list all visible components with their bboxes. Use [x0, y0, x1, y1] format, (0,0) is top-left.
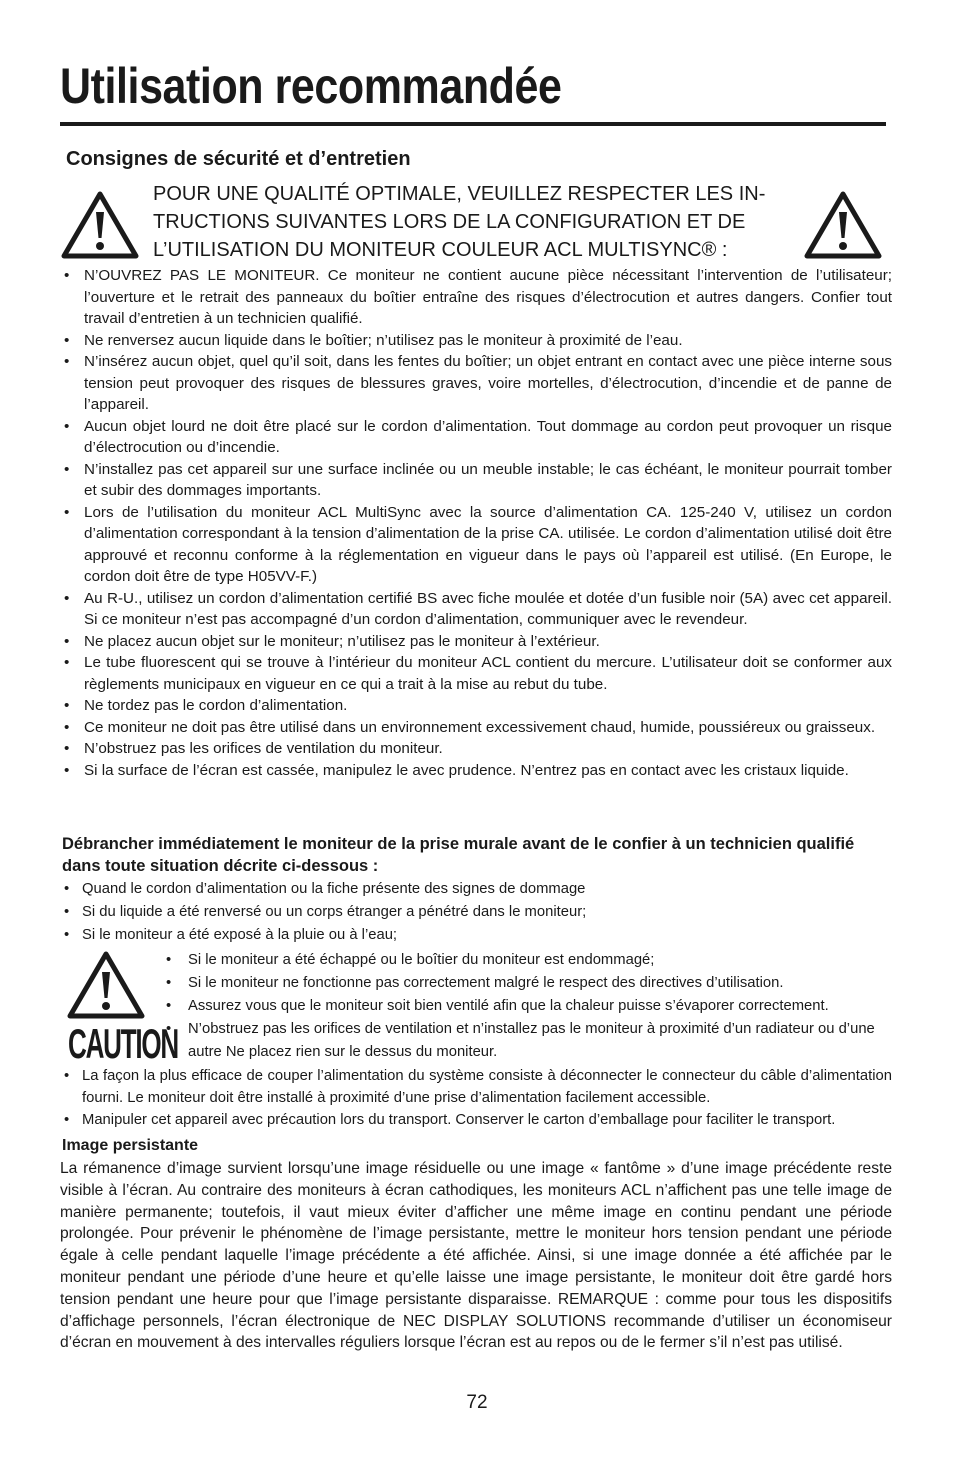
list-item: • Ne renversez aucun liquide dans le boîtier; n’utilisez pas le moniteur à proximité de l’eau. [60, 330, 892, 352]
caution-label: CAUTION [68, 1020, 178, 1067]
caution-list [164, 949, 884, 1064]
list-item: • Ne tordez pas le cordon d’alimentation. [60, 695, 892, 717]
list-item: • Si le moniteur a été échappé ou le boîtier du moniteur est endommagé; [164, 949, 884, 972]
list-item: • Au R-U., utilisez un cordon d’alimentation certifié BS avec fiche moulée et dotée d’un fusible noir (5A) avec cet appareil. Si ce moniteur n’est pas accompagné d’un cordon d’alimentation, communiquer avec le revendeur. [60, 588, 892, 631]
list-item: • N’obstruez pas les orifices de ventilation et n’installez pas le moniteur à proximité d’un radiateur ou d’une autre Ne placez rien sur le dessus du moniteur. [164, 1018, 884, 1064]
list-item: • Aucun objet lourd ne doit être placé sur le cordon d’alimentation. Tout dommage au cordon peut provoquer un risque d’électrocution ou d’incendie. [60, 416, 892, 459]
list-item: • Lors de l’utilisation du moniteur ACL MultiSync avec la source d’alimentation CA. 125-240 V, utilisez un cordon d’alimentation correspondant à la tension d’alimentation de la prise CA. utilisée. Le cordon d’alimentation utilisé doit être approuvé et reconnu conforme à la réglementation en vigueur dans le pays où l’appareil est utilisé. (En Europe, le cordon doit être de type H05VV-F.) [60, 502, 892, 588]
list-item: • Ne placez aucun objet sur le moniteur; n’utilisez pas le moniteur à l’extérieur. [60, 631, 892, 653]
list-item: • N’OUVREZ PAS LE MONITEUR. Ce moniteur ne contient aucune pièce nécessitant l’intervention de l’utilisateur; l’ouverture et le retrait des panneaux du boîtier entraîne des risques d’électrocution et autres dangers. Confier tout travail d’entretien à un technicien qualifié. [60, 265, 892, 330]
warning-triangle-icon [60, 190, 140, 260]
list-item: • Assurez vous que le moniteur soit bien ventilé afin que la chaleur puisse s’évaporer correctement. [164, 995, 884, 1018]
unplug-heading: Débrancher immédiatement le moniteur de la prise murale avant de le confier à un technicien qualifié dans toute situation décrite ci-dessous : [62, 835, 855, 875]
notice-line: POUR UNE QUALITÉ OPTIMALE, VEUILLEZ RESPECTER LES IN- [153, 183, 766, 205]
list-item: • Si le moniteur a été exposé à la pluie ou à l’eau; [60, 924, 892, 947]
warning-triangle-icon [66, 950, 146, 1020]
list-item: • La façon la plus efficace de couper l’alimentation du système consiste à déconnecter le connecteur du câble d’alimentation fourni. Le moniteur doit être installé à proximité d’une prise d’alimentation facilement accessible. [60, 1065, 892, 1109]
warning-triangle-icon [803, 190, 883, 260]
list-item: • Quand le cordon d’alimentation ou la fiche présente des signes de dommage [60, 878, 892, 901]
list-item: • N’insérez aucun objet, quel qu’il soit, dans les fentes du boîtier; un objet entrant en contact avec une pièce interne sous tension peut provoquer des risques de blessures graves, voire mortelles, d’électrocution, d’incendie et de panne de l’appareil. [60, 351, 892, 416]
list-item: • Le tube fluorescent qui se trouve à l’intérieur du moniteur ACL contient du mercure. L’utilisateur doit se conformer aux règlements municipaux en vigueur en ce qui a trait à la mise au rebut du tube. [60, 652, 892, 695]
caution-symbol [62, 950, 178, 1070]
list-item: • Si la surface de l’écran est cassée, manipulez le avec prudence. N’entrez pas en contact avec les cristaux liquide. [60, 760, 892, 782]
handling-list [60, 1065, 892, 1131]
section-heading: Consignes de sécurité et d’entretien [66, 148, 411, 170]
unplug-list [60, 878, 892, 947]
list-item: • N’obstruez pas les orifices de ventilation du moniteur. [60, 738, 892, 760]
notice-line: L’UTILISATION DU MONITEUR COULEUR ACL MULTISYNC® : [153, 239, 728, 261]
safety-notice [153, 180, 813, 264]
safety-list [60, 265, 892, 781]
page-title: Utilisation recommandée [60, 58, 562, 114]
persist-heading: Image persistante [62, 1137, 199, 1154]
persist-paragraph: La rémanence d’image survient lorsqu’une image résiduelle ou une image « fantôme » d’une image précédente reste visible à l’écran. Au contraire des moniteurs à écran cathodiques, les moniteurs ACL n’affichent pas une telle image de manière permanente; toutefois, il vaut mieux éviter d’afficher une même image en continu pendant une période prolongée. Pour prévenir le phénomène de l’image persistante, mettre le moniteur hors tension pendant une période égale à celle pendant laquelle l’image précédente a été affichée. Ainsi, si une image donnée a été affichée par le moniteur pendant une période d’une heure et qu’elle laisse une image persistante, le moniteur doit être gardé hors tension pendant une heure pour que l’image persistante disparaisse. REMARQUE : comme pour tous les dispositifs d’affichage personnels, l’écran électronique de NEC DISPLAY SOLUTIONS recommande d’utiliser un économiseur d’écran en mouvement à des intervalles réguliers lorsque l’écran est au repos ou de le fermer s’il n’est pas utilisé. [60, 1160, 892, 1352]
list-item: • Manipuler cet appareil avec précaution lors du transport. Conserver le carton d’emballage pour faciliter le transport. [60, 1109, 892, 1131]
list-item: • N’installez pas cet appareil sur une surface inclinée ou un meuble instable; le cas échéant, le moniteur pourrait tomber et subir des dommages importants. [60, 459, 892, 502]
list-item: • Si du liquide a été renversé ou un corps étranger a pénétré dans le moniteur; [60, 901, 892, 924]
title-rule [60, 122, 886, 126]
notice-line: TRUCTIONS SUIVANTES LORS DE LA CONFIGURATION ET DE [153, 211, 746, 233]
list-item: • Si le moniteur ne fonctionne pas correctement malgré le respect des directives d’utilisation. [164, 972, 884, 995]
list-item: • Ce moniteur ne doit pas être utilisé dans un environnement excessivement chaud, humide, poussiéreux ou graisseux. [60, 717, 892, 739]
page-number: 72 [466, 1392, 488, 1413]
